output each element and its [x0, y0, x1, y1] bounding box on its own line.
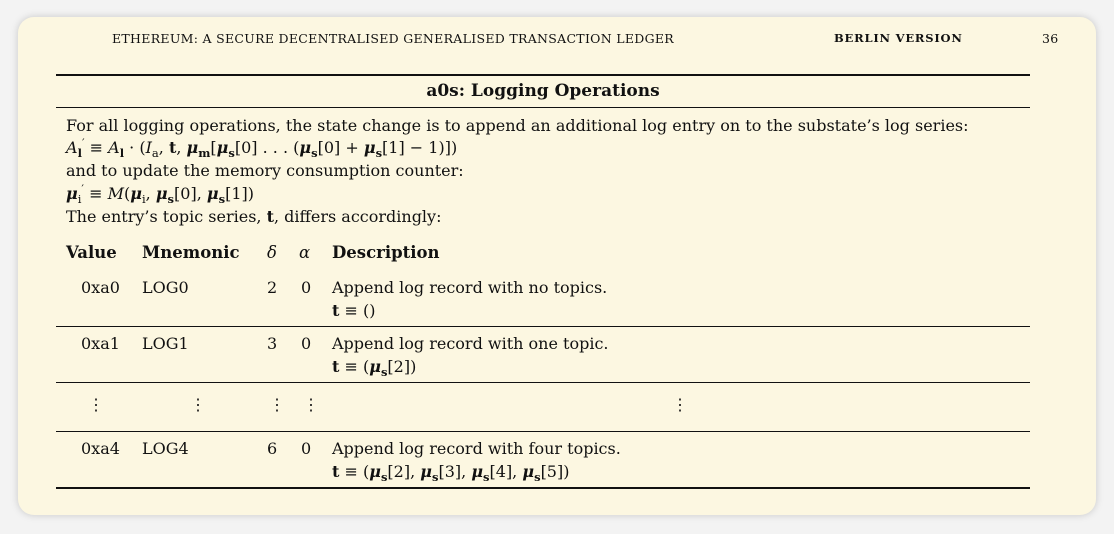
- row-separator-2: [56, 382, 1030, 383]
- ellipsis-alpha: ⋮: [303, 395, 319, 414]
- memory-equation: $\mu_i' \equiv M(\mu_i$, $\mu_s[0]$, $\mu_s[1]$): [66, 181, 254, 207]
- row-2-value: 0xa4: [81, 439, 120, 458]
- intro-line-3: and to update the memory consumption counter:: [66, 161, 464, 180]
- row-1-description: Append log record with one topic.: [332, 334, 609, 353]
- paper-page: [18, 17, 1096, 515]
- log-series-equation: $A_l' \equiv A_l \cdot (I_a$, t, $\mu_m[\mu_s[0]$ . . . $(\mu_s[0] + \mu_s[1] - 1)$]): [66, 135, 458, 161]
- row-1-alpha: 0: [301, 334, 312, 353]
- row-0-description: Append log record with no topics.: [332, 278, 608, 297]
- row-separator-3: [56, 431, 1030, 432]
- running-head-version: BERLIN VERSION: [834, 31, 963, 45]
- table-top-rule: [56, 74, 1030, 76]
- intro-line-1: For all logging operations, the state change is to append an additional log entry on to the substate’s log series:: [66, 116, 969, 135]
- column-header-value: Value: [66, 243, 117, 262]
- topic-series-symbol: t: [266, 207, 274, 226]
- column-header-delta: δ: [267, 243, 277, 262]
- row-separator-1: [56, 326, 1030, 327]
- row-0-mnemonic: LOG0: [142, 278, 189, 297]
- running-head-title: ETHEREUM: A SECURE DECENTRALISED GENERALISED TRANSACTION LEDGER: [112, 31, 675, 46]
- column-header-alpha: α: [299, 243, 311, 262]
- row-1-value: 0xa1: [81, 334, 120, 353]
- page-number: 36: [1042, 31, 1059, 46]
- column-header-description: Description: [332, 243, 440, 262]
- intro-line-5-start: The entry’s topic series,: [66, 207, 267, 226]
- column-header-mnemonic: Mnemonic: [142, 243, 240, 262]
- table-bottom-rule: [56, 487, 1030, 489]
- ellipsis-value: ⋮: [88, 395, 104, 414]
- intro-line-5: [66, 206, 441, 228]
- ellipsis-description: ⋮: [672, 395, 688, 414]
- row-1-topics-formula: $t \equiv (\mu_s[2])$: [332, 357, 417, 380]
- row-0-alpha: 0: [301, 278, 312, 297]
- row-2-mnemonic: LOG4: [142, 439, 189, 458]
- row-0-topics-formula: t ≡ (): [332, 301, 376, 320]
- ellipsis-mnemonic: ⋮: [190, 395, 206, 414]
- row-1-delta: 3: [267, 334, 278, 353]
- intro-line-5-end: , differs accordingly:: [273, 207, 442, 226]
- caption-rule: [56, 107, 1030, 108]
- row-2-description: Append log record with four topics.: [332, 439, 621, 458]
- row-2-topics-formula: $t \equiv (\mu_s[2]$, $\mu_s[3]$, $\mu_s[4]$, $\mu_s[5]$): [332, 462, 570, 485]
- row-1-mnemonic: LOG1: [142, 334, 189, 353]
- row-0-value: 0xa0: [81, 278, 120, 297]
- row-2-alpha: 0: [301, 439, 312, 458]
- table-caption: a0s: Logging Operations: [426, 81, 660, 101]
- row-2-delta: 6: [267, 439, 278, 458]
- ellipsis-delta: ⋮: [269, 395, 285, 414]
- row-0-delta: 2: [267, 278, 278, 297]
